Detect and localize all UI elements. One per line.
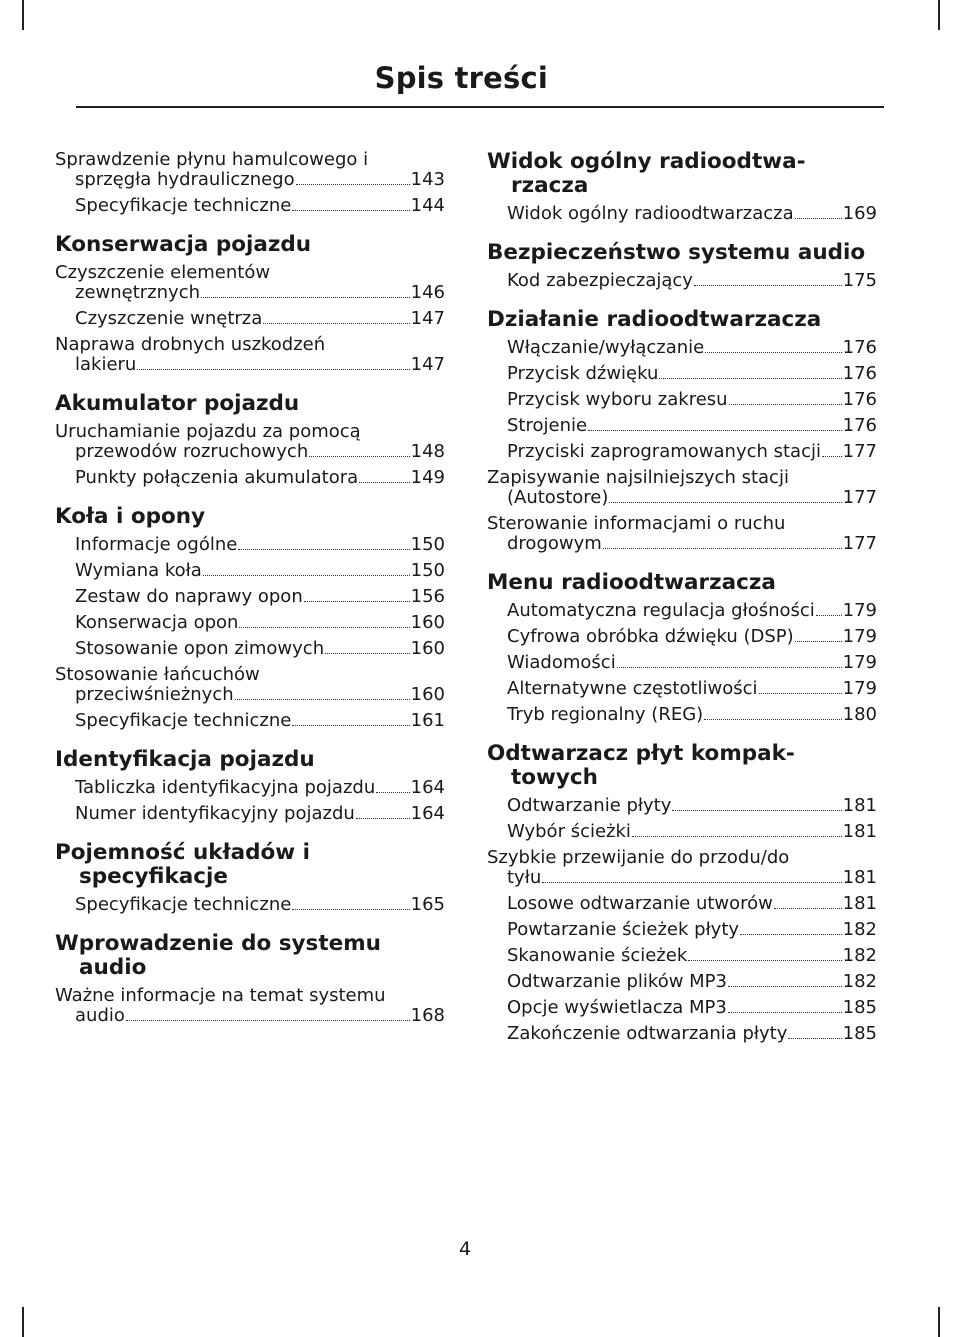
dot-leader [588, 430, 842, 431]
toc-entry-page: 176 [842, 415, 877, 436]
toc-entry[interactable] [487, 338, 877, 358]
toc-section-pojemnosc-ukladow-i-specyfikacje [55, 841, 445, 915]
toc-entry-text: przeciwśnieżnych [75, 684, 234, 705]
dot-leader [239, 627, 409, 628]
toc-section-odtwarzacz-plyt-kompak-towych [487, 742, 877, 1044]
toc-entry-page: 144 [410, 195, 445, 216]
dot-leader [617, 667, 842, 668]
toc-entry-text: Czyszczenie elementów [55, 262, 271, 283]
dot-leader [203, 575, 410, 576]
toc-entry-page: 176 [842, 389, 877, 410]
toc-entry-page: 181 [842, 821, 877, 842]
toc-entry-text: Przyciski zaprogramowanych stacji [507, 441, 821, 462]
dot-leader [296, 184, 410, 185]
dot-leader [659, 378, 841, 379]
toc-entry-text: audio [75, 1005, 125, 1026]
toc-entry[interactable] [487, 705, 877, 725]
toc-entry-text: Szybkie przewijanie do przodu/do [487, 847, 790, 868]
toc-entry-text: Czyszczenie wnętrza [75, 308, 263, 329]
toc-entry-text: Odtwarzanie płyty [507, 795, 672, 816]
header-rule [76, 106, 884, 108]
toc-entry[interactable] [487, 653, 877, 673]
toc-entry-text: Przycisk wyboru zakresu [507, 389, 728, 410]
crop-mark-bottom-right [938, 1307, 940, 1337]
toc-entry-text: sprzęgła hydraulicznego [75, 169, 295, 190]
toc-entry[interactable] [55, 150, 445, 190]
dot-leader [292, 725, 409, 726]
toc-entry-page: 150 [410, 560, 445, 581]
toc-entry-text: Kod zabezpieczający [507, 270, 693, 291]
toc-entry-page: 160 [410, 612, 445, 633]
toc-entry-text: Strojenie [507, 415, 588, 436]
toc-entry-text: przewodów rozruchowych [75, 441, 309, 462]
toc-entry-text: Konserwacja opon [75, 612, 239, 633]
toc-entry-page: 179 [842, 652, 877, 673]
toc-entry[interactable] [487, 271, 877, 291]
toc-right-column [487, 150, 877, 1061]
toc-entry[interactable] [487, 364, 877, 384]
dot-leader [325, 653, 410, 654]
toc-entry-text: Skanowanie ścieżek [507, 945, 688, 966]
toc-entry-text: Naprawa drobnych uszkodzeń [55, 334, 326, 355]
dot-leader [672, 810, 841, 811]
toc-entry[interactable] [55, 422, 445, 462]
toc-entry-text: zewnętrznych [75, 282, 200, 303]
toc-entry-text: Cyfrowa obróbka dźwięku (DSP) [507, 626, 794, 647]
dot-leader [137, 369, 409, 370]
toc-entry-page: 185 [842, 997, 877, 1018]
toc-entry-page: 164 [410, 803, 445, 824]
toc-entry-page: 150 [410, 534, 445, 555]
toc-entry-page: 180 [842, 704, 877, 725]
crop-mark-bottom-left [22, 1307, 24, 1337]
toc-entry[interactable] [487, 946, 877, 966]
toc-entry[interactable] [55, 335, 445, 375]
toc-entry[interactable] [55, 804, 445, 824]
toc-entry[interactable] [487, 894, 877, 914]
toc-entry-text: Stosowanie łańcuchów [55, 664, 260, 685]
dot-leader [356, 818, 410, 819]
toc-entry[interactable] [55, 639, 445, 659]
toc-entry-page: 147 [410, 354, 445, 375]
toc-entry[interactable] [487, 796, 877, 816]
dot-leader [728, 1012, 842, 1013]
dot-leader [542, 882, 841, 883]
dot-leader [309, 456, 409, 457]
toc-entry-text: Odtwarzanie plików MP3 [507, 971, 727, 992]
dot-leader [238, 549, 409, 550]
dot-leader [201, 297, 410, 298]
toc-entry[interactable] [55, 778, 445, 798]
toc-entry-text: Stosowanie opon zimowych [75, 638, 325, 659]
toc-entry-text: Powtarzanie ścieżek płyty [507, 919, 740, 940]
toc-entry-text: Ważne informacje na temat systemu [55, 985, 386, 1006]
toc-entry-page: 143 [410, 169, 445, 190]
toc-entry[interactable] [487, 468, 877, 508]
toc-entry[interactable] [55, 613, 445, 633]
toc-entry[interactable] [55, 895, 445, 915]
toc-entry-text: Specyfikacje techniczne [75, 894, 292, 915]
toc-entry-page: 182 [842, 971, 877, 992]
toc-entry[interactable] [487, 204, 877, 224]
dot-leader [728, 986, 842, 987]
toc-entry-text: Zestaw do naprawy opon [75, 586, 303, 607]
dot-leader [740, 934, 842, 935]
toc-section-kola-i-opony [55, 505, 445, 731]
dot-leader [603, 548, 842, 549]
toc-entry-text: Przycisk dźwięku [507, 363, 659, 384]
section-heading: Identyfikacja pojazdu [55, 747, 315, 772]
dot-leader [816, 615, 842, 616]
toc-entry-page: 147 [410, 308, 445, 329]
toc-entry-page: 165 [410, 894, 445, 915]
toc-entry-page: 168 [410, 1005, 445, 1026]
toc-entry-text: Włączanie/wyłączanie [507, 337, 705, 358]
toc-entry-text: Uruchamianie pojazdu za pomocą [55, 421, 361, 442]
toc-entry[interactable] [55, 587, 445, 607]
toc-entry[interactable] [487, 679, 877, 699]
toc-entry[interactable] [487, 998, 877, 1018]
toc-entry-page: 182 [842, 919, 877, 940]
toc-entry-text: Specyfikacje techniczne [75, 710, 292, 731]
toc-entry-text: tyłu [507, 867, 542, 888]
toc-section-widok-ogolny-radioodtwa-rzacza [487, 150, 877, 224]
dot-leader [705, 352, 841, 353]
toc-entry[interactable] [55, 468, 445, 488]
section-heading: Akumulator pojazdu [55, 391, 300, 416]
toc-entry[interactable] [55, 263, 445, 303]
section-heading: Odtwarzacz płyt kompak-towych [487, 741, 795, 790]
toc-section-menu-radioodtwarzacza [487, 571, 877, 725]
section-heading: Koła i opony [55, 504, 206, 529]
toc-entry-page: 181 [842, 795, 877, 816]
toc-entry-page: 161 [410, 710, 445, 731]
toc-entry-page: 176 [842, 363, 877, 384]
section-heading: Menu radioodtwarzacza [487, 570, 776, 595]
toc-entry[interactable] [55, 711, 445, 731]
toc-entry-text: Informacje ogólne [75, 534, 238, 555]
toc-entry[interactable] [487, 514, 877, 554]
dot-leader [822, 456, 842, 457]
dot-leader [704, 719, 841, 720]
toc-entry[interactable] [55, 535, 445, 555]
dot-leader [694, 285, 842, 286]
toc-entry-text: Zapisywanie najsilniejszych stacji [487, 467, 789, 488]
toc-entry-text: Wybór ścieżki [507, 821, 631, 842]
section-heading: Działanie radioodtwarzacza [487, 307, 822, 332]
toc-entry[interactable] [487, 972, 877, 992]
dot-leader [235, 699, 410, 700]
toc-entry-page: 148 [410, 441, 445, 462]
toc-entry-text: Sprawdzenie płynu hamulcowego i [55, 149, 369, 170]
toc-entry-page: 177 [842, 487, 877, 508]
toc-entry-text: Losowe odtwarzanie utworów [507, 893, 773, 914]
toc-entry-text: Automatyczna regulacja głośności [507, 600, 815, 621]
page-number: 4 [459, 1238, 472, 1260]
toc-entry[interactable] [487, 1024, 877, 1044]
toc-section-identyfikacja-pojazdu [55, 748, 445, 824]
toc-entry[interactable] [487, 442, 877, 462]
toc-entry[interactable] [55, 986, 445, 1026]
toc-entry-page: 175 [842, 270, 877, 291]
toc-entry-page: 160 [410, 684, 445, 705]
toc-entry[interactable] [487, 627, 877, 647]
dot-leader [795, 218, 842, 219]
toc-section-wprowadzenie-do-systemu-audio [55, 932, 445, 1026]
toc-entry-text: drogowym [507, 533, 602, 554]
toc-entry-page: 181 [842, 867, 877, 888]
toc-entry-page: 169 [842, 203, 877, 224]
toc-entry[interactable] [487, 390, 877, 410]
toc-entry-text: Wymiana koła [75, 560, 202, 581]
toc-section-akumulator-pojazdu [55, 392, 445, 488]
toc-entry[interactable] [55, 196, 445, 216]
dot-leader [609, 502, 841, 503]
dot-leader [795, 641, 842, 642]
toc-entry-page: 146 [410, 282, 445, 303]
toc-entry-text: Opcje wyświetlacza MP3 [507, 997, 727, 1018]
toc-entry-page: 182 [842, 945, 877, 966]
crop-mark-top-right [938, 0, 940, 30]
toc-entry-text: Sterowanie informacjami o ruchu [487, 513, 786, 534]
toc-entry-text: Zakończenie odtwarzania płyty [507, 1023, 788, 1044]
toc-entry[interactable] [487, 920, 877, 940]
toc-entry-page: 160 [410, 638, 445, 659]
toc-entry[interactable] [487, 601, 877, 621]
dot-leader [304, 601, 410, 602]
toc-entry-page: 181 [842, 893, 877, 914]
dot-leader [774, 908, 842, 909]
dot-leader [729, 404, 842, 405]
toc-entry-page: 149 [410, 467, 445, 488]
dot-leader [376, 792, 409, 793]
section-heading: Konserwacja pojazdu [55, 232, 312, 257]
dot-leader [632, 836, 842, 837]
dot-leader [359, 482, 409, 483]
toc-entry-page: 179 [842, 600, 877, 621]
toc-entry-page: 179 [842, 678, 877, 699]
dot-leader [788, 1038, 841, 1039]
toc-entry-text: Specyfikacje techniczne [75, 195, 292, 216]
toc-entry[interactable] [487, 822, 877, 842]
toc-entry-page: 156 [410, 586, 445, 607]
toc-section-bezpieczenstwo-systemu-audio [487, 241, 877, 291]
toc-entry[interactable] [487, 416, 877, 436]
dot-leader [292, 909, 409, 910]
section-heading: Bezpieczeństwo systemu audio [487, 240, 866, 265]
toc-entry-text: Tabliczka identyfikacyjna pojazdu [75, 777, 376, 798]
dot-leader [292, 210, 409, 211]
toc-entry[interactable] [487, 848, 877, 888]
toc-entry-text: Punkty połączenia akumulatora [75, 467, 359, 488]
section-heading: Wprowadzenie do systemu audio [55, 931, 381, 980]
toc-entry-page: 177 [842, 533, 877, 554]
toc-entry-page: 176 [842, 337, 877, 358]
toc-entry-page: 164 [410, 777, 445, 798]
toc-left-column [55, 150, 445, 1043]
dot-leader [688, 960, 841, 961]
toc-entry[interactable] [55, 309, 445, 329]
crop-mark-top-left [22, 0, 24, 30]
toc-entry-text: (Autostore) [507, 487, 609, 508]
section-heading: Pojemność układów i specyfikacje [55, 840, 310, 889]
toc-entry-text: lakieru [75, 354, 137, 375]
toc-entry-text: Widok ogólny radioodtwarzacza [507, 203, 794, 224]
toc-entry-text: Alternatywne częstotliwości [507, 678, 758, 699]
dot-leader [759, 693, 842, 694]
toc-entry[interactable] [55, 665, 445, 705]
dot-leader [126, 1020, 410, 1021]
toc-section [55, 150, 445, 216]
toc-entry-text: Tryb regionalny (REG) [507, 704, 704, 725]
toc-entry-text: Numer identyfikacyjny pojazdu [75, 803, 355, 824]
toc-entry-page: 177 [842, 441, 877, 462]
toc-entry[interactable] [55, 561, 445, 581]
toc-section-konserwacja-pojazdu [55, 233, 445, 375]
toc-entry-page: 179 [842, 626, 877, 647]
toc-entry-page: 185 [842, 1023, 877, 1044]
dot-leader [263, 323, 409, 324]
page-title: Spis treści [374, 61, 548, 95]
toc-section-dzialanie-radioodtwarzacza [487, 308, 877, 554]
section-heading: Widok ogólny radioodtwa-rzacza [487, 149, 806, 198]
toc-entry-text: Wiadomości [507, 652, 616, 673]
